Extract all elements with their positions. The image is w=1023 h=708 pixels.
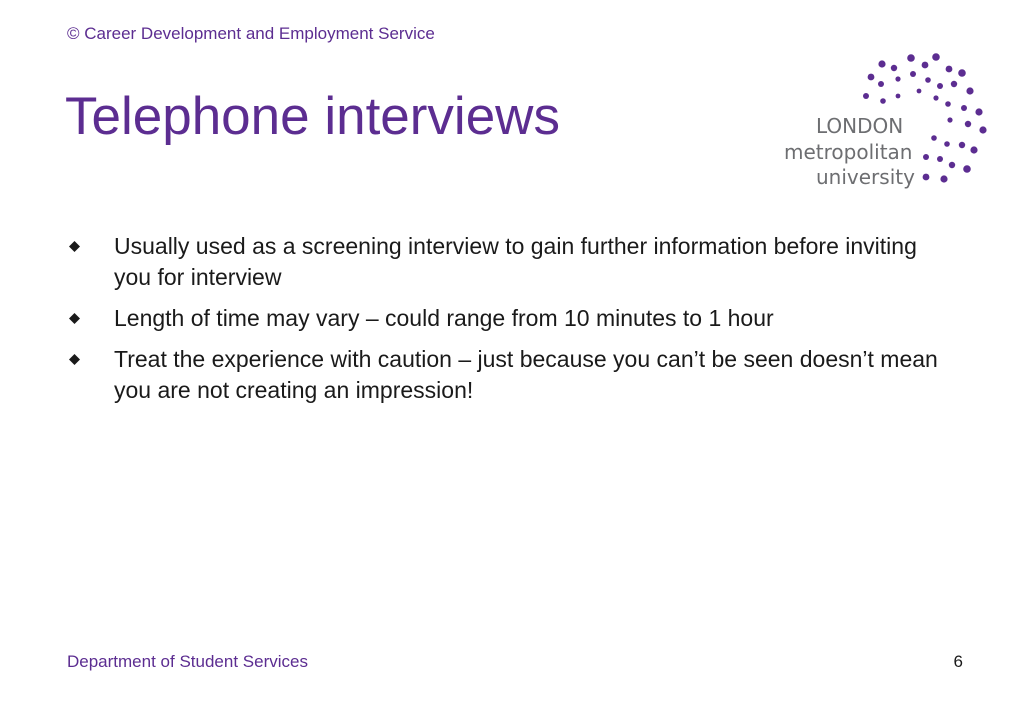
university-logo	[778, 46, 998, 196]
footer-department: Department of Student Services	[67, 652, 308, 671]
bullet-text: Usually used as a screening interview to gain further information before inviting you for interview	[114, 233, 917, 290]
logo-text-metropolitan: metropolitan	[784, 140, 913, 164]
slide-title: Telephone interviews	[65, 87, 560, 146]
bullet-item	[67, 303, 957, 334]
bullet-text: Length of time may vary – could range from 10 minutes to 1 hour	[114, 305, 774, 331]
bullet-item	[67, 231, 957, 293]
diamond-bullet-icon	[69, 241, 80, 252]
logo-text-university: university	[816, 165, 915, 189]
bullet-item	[67, 344, 957, 406]
diamond-bullet-icon	[69, 313, 80, 324]
page-number: 6	[953, 652, 963, 671]
bullet-text: Treat the experience with caution – just because you can’t be seen doesn’t mean you are not creating an impression!	[114, 346, 938, 403]
copyright-notice: © Career Development and Employment Service	[67, 24, 435, 43]
bullet-list	[67, 231, 957, 416]
diamond-bullet-icon	[69, 354, 80, 365]
logo-text-london: LONDON	[816, 114, 904, 138]
